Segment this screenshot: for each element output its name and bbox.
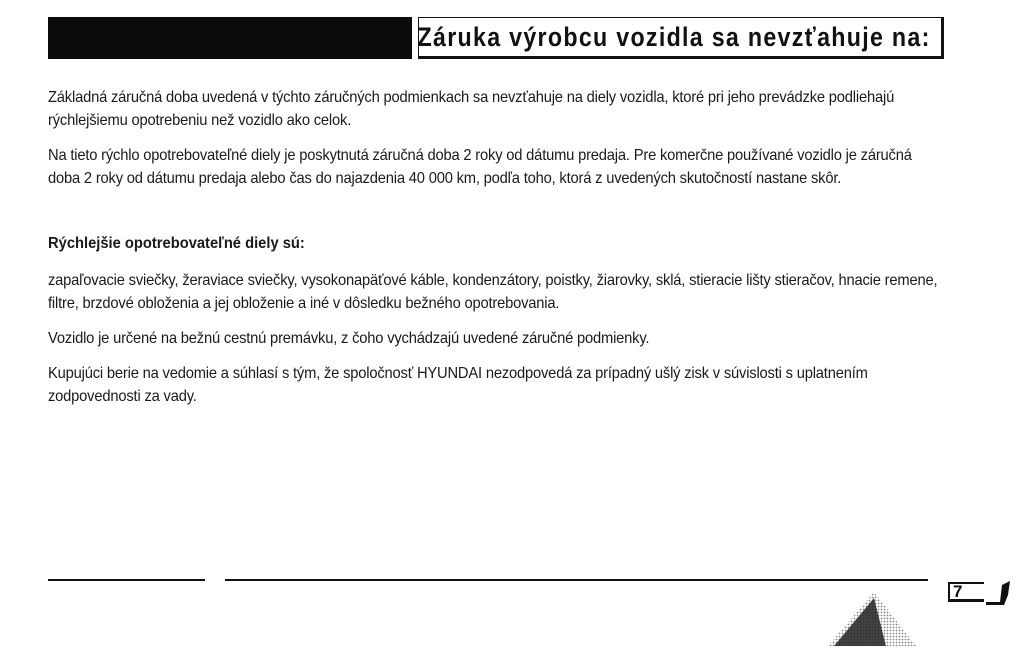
- decorative-triangle-icon: [826, 590, 916, 646]
- paragraph-intro: Základná záručná doba uvedená v týchto záručných podmienkach sa nevzťahuje na diely vozidla, ktoré pri jeho prevádzke podliehajú rýchlejšiemu opotrebeniu než vozidlo ako celok.: [48, 89, 895, 129]
- footer-rule-left: [48, 579, 205, 581]
- paragraph-liability: Kupujúci berie na vedomie a súhlasí s tým, že spoločnosť HYUNDAI nezodpovedá za prípadný ušlý zisk v súvislosti s uplatnením zodpovednosti za vady.: [48, 365, 868, 405]
- page-corner-flag-icon: [984, 577, 1014, 607]
- header-title-box: [418, 17, 944, 59]
- page-number: 7: [948, 582, 984, 602]
- paragraph-parts-list: zapaľovacie sviečky, žeraviace sviečky, vysokonapäťové káble, kondenzátory, poistky, žiarovky, sklá, stieracie lišty stieračov, hnacie remene, filtre, brzdové obloženia a jej obloženie a iné v dôsledku bežného opotrebovania.: [48, 272, 938, 312]
- paragraph-warranty-period: Na tieto rýchlo opotrebovateľné diely je poskytnutá záručná doba 2 roky od dátumu predaja. Pre komerčne používané vozidlo je záručná doba 2 roky od dátumu predaja alebo čas do najazdenia 40 000 km, podľa toho, ktorá z uvedených skutočností nastane skôr.: [48, 147, 912, 187]
- paragraph-road-use: Vozidlo je určené na bežnú cestnú premávku, z čoho vychádzajú uvedené záručné podmienky.: [48, 330, 650, 347]
- document-body: [48, 86, 948, 420]
- section-heading: Rýchlejšie opotrebovateľné diely sú:: [48, 235, 305, 252]
- header-black-bar: [48, 17, 412, 59]
- footer-rule-right: [225, 579, 928, 581]
- page-title: Záruka výrobcu vozidla sa nevzťahuje na:: [417, 21, 931, 52]
